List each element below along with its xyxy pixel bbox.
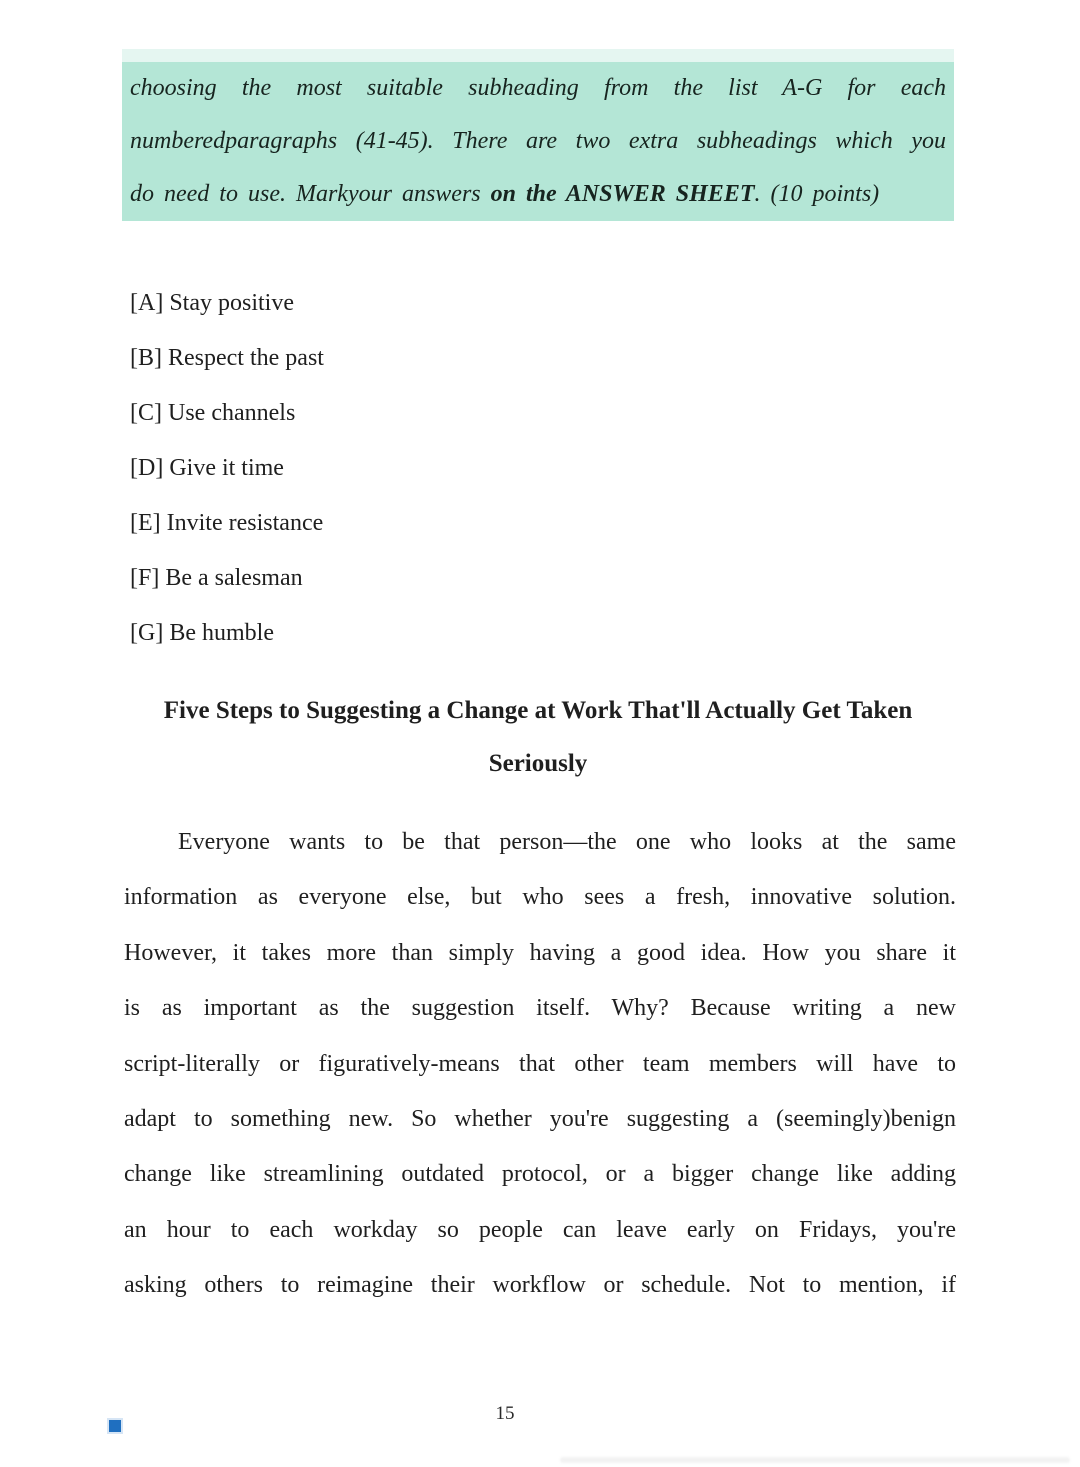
paragraph-line: an hour to each workday so people can leave early on Fridays, you're xyxy=(124,1216,956,1243)
highlight-top-fringe xyxy=(122,49,954,62)
passage-paragraph xyxy=(124,815,956,1314)
paragraph-line: adapt to something new. So whether you're suggesting a (seemingly)benign xyxy=(124,1106,956,1133)
page-number: 15 xyxy=(495,1403,515,1424)
paragraph-line: asking others to reimagine their workflow or schedule. Not to mention, if xyxy=(124,1272,956,1299)
instruction-text: do need to use. Markyour answers xyxy=(130,181,491,207)
instruction-line: choosing the most suitable subheading from the list A-G for each xyxy=(130,75,946,101)
passage-title-line1: Five Steps to Suggesting a Change at Work That'll Actually Get Taken xyxy=(163,697,913,724)
bottom-edge-artifact xyxy=(560,1457,1070,1463)
paragraph-line: Everyone wants to be that person—the one who looks at the same xyxy=(178,829,956,855)
paragraph-line: is as important as the suggestion itself. Why? Because writing a new xyxy=(124,995,956,1022)
option-item-g: [G] Be humble xyxy=(130,620,274,646)
paragraph-line: script-literally or figuratively-means that other team members will have to xyxy=(124,1050,956,1077)
option-item-f: [F] Be a salesman xyxy=(130,565,303,591)
answer-sheet-emphasis: on the ANSWER SHEET xyxy=(490,181,755,207)
paragraph-line: information as everyone else, but who sees a fresh, innovative solution. xyxy=(124,884,956,911)
instruction-line: numberedparagraphs (41-45). There are two extra subheadings which you xyxy=(130,128,946,154)
option-item-a: [A] Stay positive xyxy=(130,290,294,316)
option-item-b: [B] Respect the past xyxy=(130,345,324,371)
instruction-paragraph xyxy=(122,62,954,221)
instruction-line xyxy=(130,168,946,221)
option-item-c: [C] Use channels xyxy=(130,400,296,426)
paragraph-line: change like streamlining outdated protocol, or a bigger change like adding xyxy=(124,1161,956,1188)
instruction-text: . (10 points) xyxy=(754,181,880,207)
option-item-d: [D] Give it time xyxy=(130,455,284,481)
page-accent-square xyxy=(109,1420,121,1432)
paragraph-line: However, it takes more than simply having a good idea. How you share it xyxy=(124,939,956,966)
passage-title xyxy=(122,684,954,790)
subheading-options-list xyxy=(130,290,830,675)
option-item-e: [E] Invite resistance xyxy=(130,510,324,536)
passage-title-line2: Seriously xyxy=(488,750,588,777)
